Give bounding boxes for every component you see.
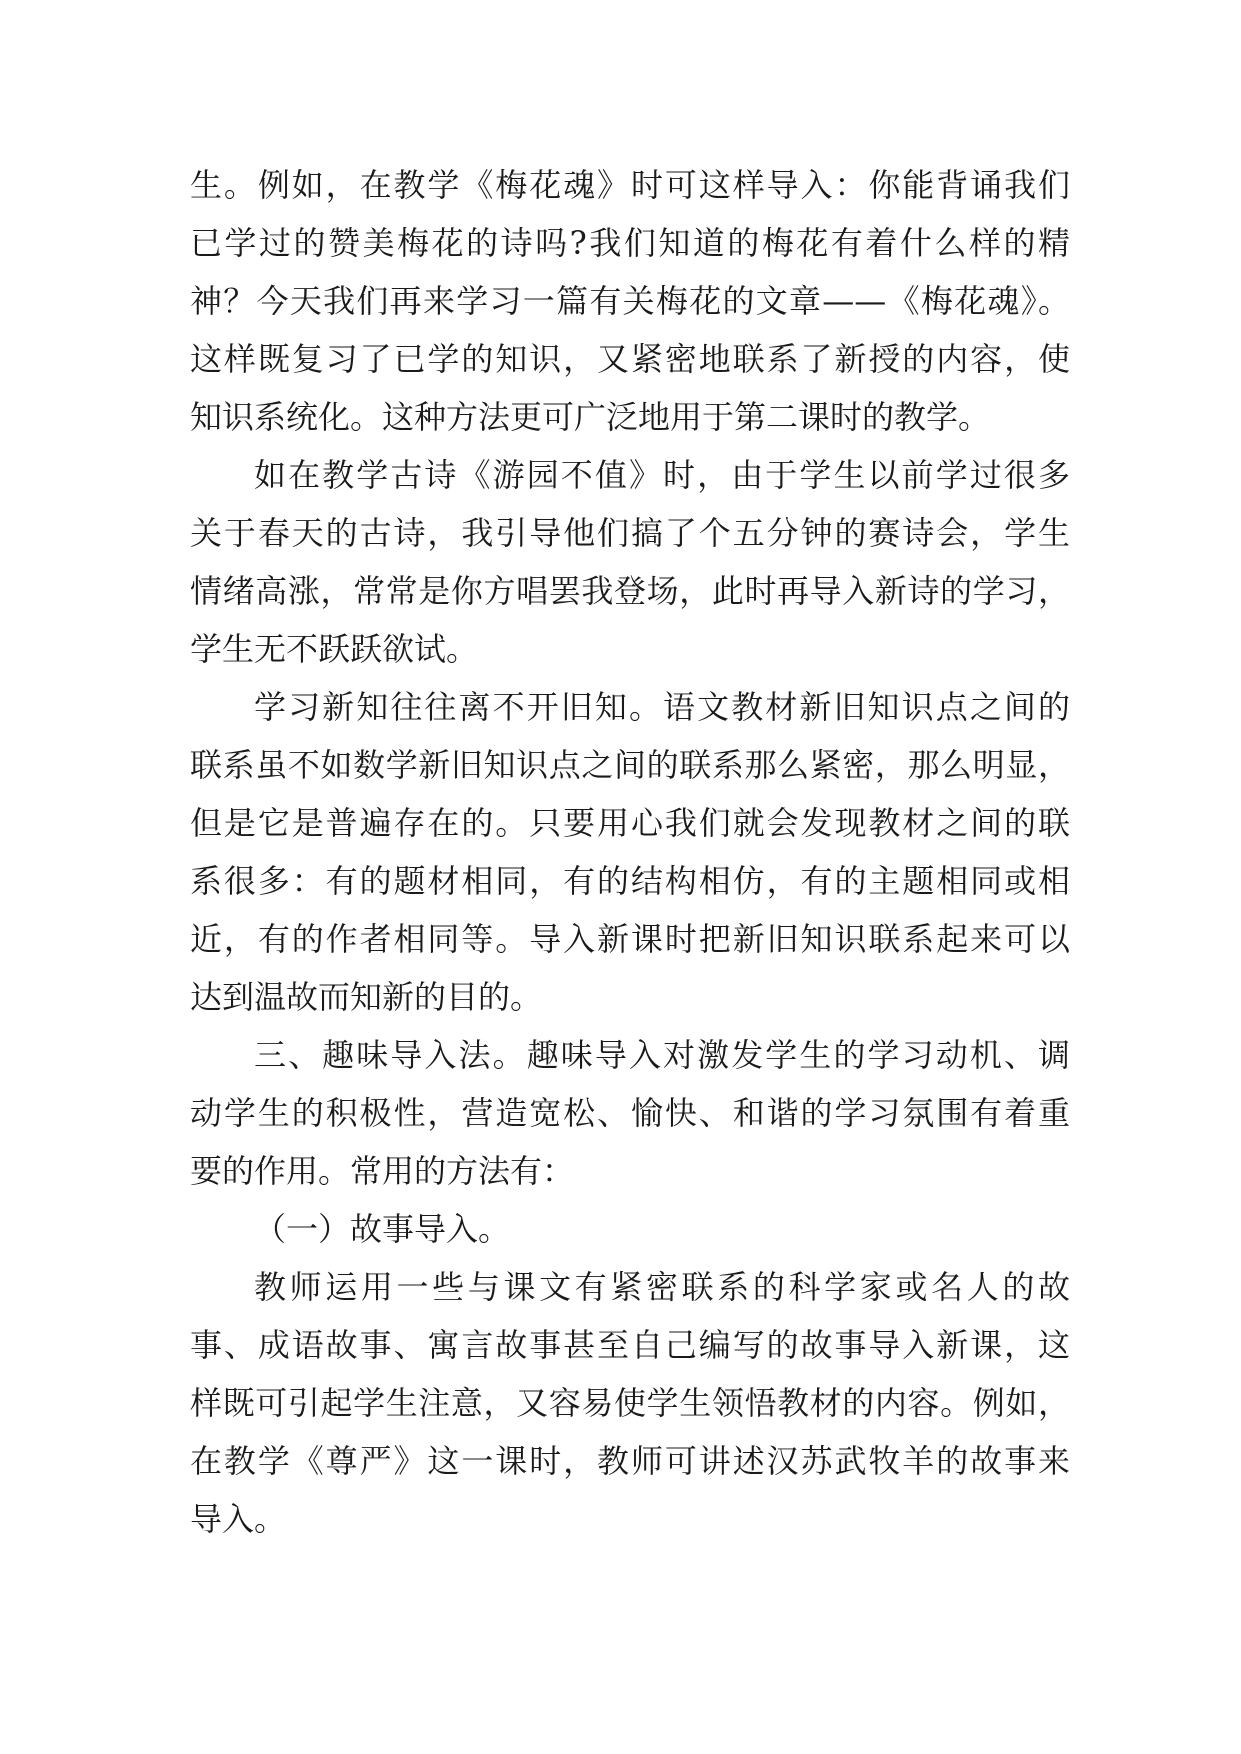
paragraph-6-line-5: 导入。 <box>190 1500 287 1538</box>
paragraph-4-line-1: 三、趣味导入法。趣味导入对激发学生的学习动机、调 <box>254 1036 1070 1074</box>
paragraph-4-line-2: 动学生的积极性，营造宽松、愉快、和谐的学习氛围有着重 <box>190 1094 1070 1132</box>
paragraph-3-line-6: 达到温故而知新的目的。 <box>190 978 543 1016</box>
paragraph-6-line-1: 教师运用一些与课文有紧密联系的科学家或名人的故 <box>254 1268 1070 1306</box>
paragraph-3-line-2: 联系虽不如数学新旧知识点之间的联系那么紧密，那么明显， <box>190 746 1070 784</box>
paragraph-6-line-3: 样既可引起学生注意，又容易使学生领悟教材的内容。例如， <box>190 1384 1070 1422</box>
paragraph-3-line-4: 系很多：有的题材相同，有的结构相仿，有的主题相同或相 <box>190 862 1070 900</box>
paragraph-6-line-4: 在教学《尊严》这一课时，教师可讲述汉苏武牧羊的故事来 <box>190 1442 1070 1480</box>
paragraph-3-line-3: 但是它是普遍存在的。只要用心我们就会发现教材之间的联 <box>190 804 1070 842</box>
paragraph-3-line-5: 近，有的作者相同等。导入新课时把新旧知识联系起来可以 <box>190 920 1070 958</box>
section-heading-story-intro: （一）故事导入。 <box>254 1210 511 1248</box>
paragraph-1-line-5: 知识系统化。这种方法更可广泛地用于第二课时的教学。 <box>190 398 991 436</box>
paragraph-1-line-2: 已学过的赞美梅花的诗吗?我们知道的梅花有着什么样的精 <box>190 224 1070 262</box>
paragraph-2-line-4: 学生无不跃跃欲试。 <box>190 630 479 668</box>
paragraph-1-line-1: 生。例如，在教学《梅花魂》时可这样导入：你能背诵我们 <box>190 166 1070 204</box>
paragraph-1-line-3: 神？今天我们再来学习一篇有关梅花的文章——《梅花魂》。 <box>190 282 1070 320</box>
paragraph-1-line-4: 这样既复习了已学的知识，又紧密地联系了新授的内容，使 <box>190 340 1070 378</box>
paragraph-2-line-3: 情绪高涨，常常是你方唱罢我登场，此时再导入新诗的学习， <box>190 572 1070 610</box>
paragraph-4-line-3: 要的作用。常用的方法有： <box>190 1152 575 1190</box>
paragraph-6-line-2: 事、成语故事、寓言故事甚至自己编写的故事导入新课，这 <box>190 1326 1070 1364</box>
paragraph-2-line-2: 关于春天的古诗，我引导他们搞了个五分钟的赛诗会，学生 <box>190 514 1070 552</box>
paragraph-3-line-1: 学习新知往往离不开旧知。语文教材新旧知识点之间的 <box>254 688 1070 726</box>
paragraph-2-line-1: 如在教学古诗《游园不值》时，由于学生以前学过很多 <box>254 456 1070 494</box>
